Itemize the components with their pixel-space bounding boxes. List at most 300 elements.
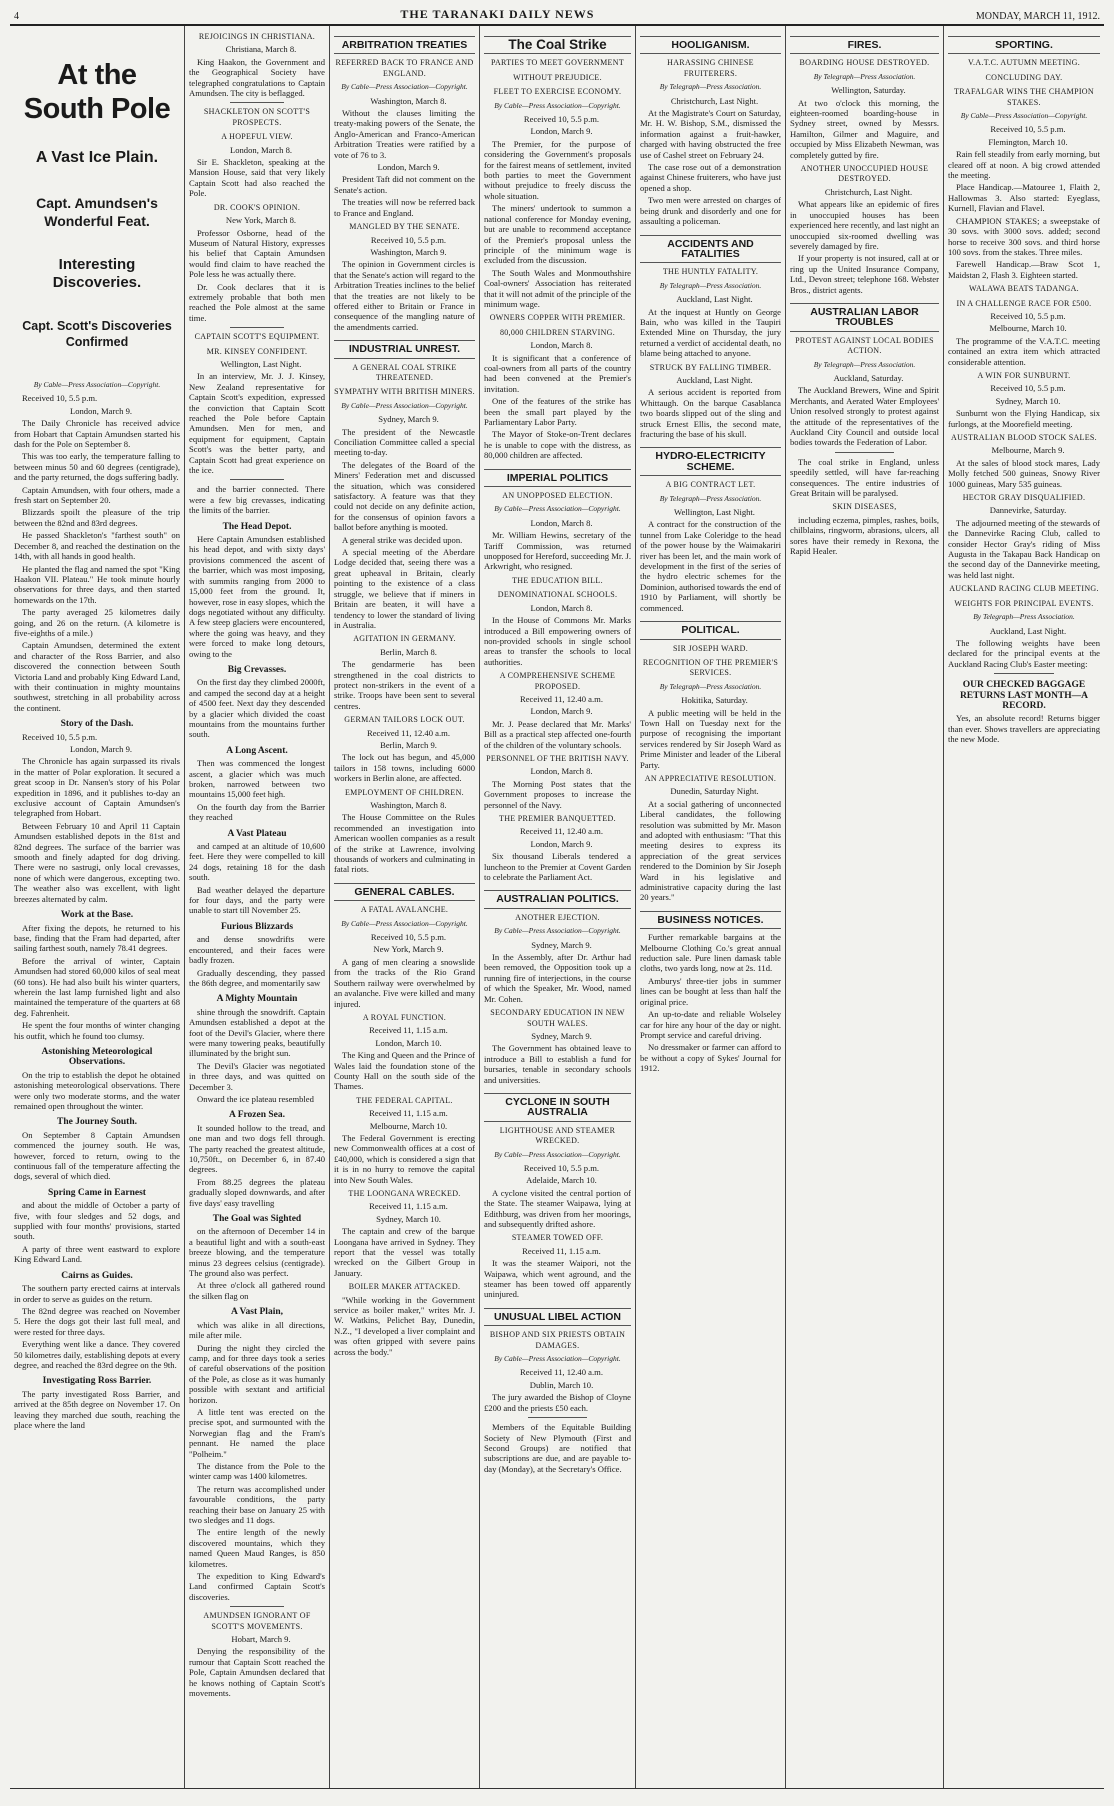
- article-paragraph: At a social gathering of unconnected Liberal candidates, the following resolution was submitted by Mr. Mason and adopted with enthusiasm: "That this meeting desires to express its appreciation of the great services rendered to the Dominion by Sir Joseph Ward in his legislative and administrative capacity during the last 20 years.": [640, 798, 781, 903]
- divider: [994, 673, 1055, 674]
- article-paragraph: A cyclone visited the central portion of the State. The steamer Waipawa, lying at Edithburg, was driven from her moorings, and subsequently drifted ashore.: [484, 1187, 631, 1229]
- article-subheading: 80,000 CHILDREN STARVING.: [499, 327, 616, 337]
- article-paragraph: Mr. J. Pease declared that Mr. Marks' Bill as a practical step affected one-fourth of the children of the voluntary schools.: [484, 718, 631, 750]
- article-subheading: HARASSING CHINESE FRUITERERS.: [667, 58, 754, 78]
- article-paragraph: which was alike in all directions, mile after mile.: [189, 1319, 325, 1341]
- article-heading: DR. COOK'S OPINION.: [213, 202, 301, 212]
- article-subheading: PROTEST AGAINST LOCAL BODIES ACTION.: [795, 335, 934, 356]
- subheading: The Goal was Sighted: [212, 1214, 302, 1225]
- article-paragraph: The Devil's Glacier was negotiated in three days, and was quitted on December 3.: [189, 1060, 325, 1092]
- byline: By Cable—Press Association—Copyright.: [494, 1354, 621, 1364]
- subheading: Investigating Ross Barrier.: [42, 1376, 152, 1387]
- article-paragraph: Sir E. Shackleton, speaking at the Mansion House, said that very likely Captain Scott had also reached the Pole.: [189, 157, 325, 199]
- article-paragraph: On September 8 Captain Amundsen commenced the journey south. He was, however, forced to return, owing to the continuous fall of the temperature affecting the dogs, several of which died.: [14, 1129, 180, 1182]
- article-subheading: SIR JOSEPH WARD.: [672, 643, 749, 653]
- notice-paragraph: If your property is not insured, call at or ring up the United Insurance Company, Ltd., Devon street; telephone 168. Webster Bros., district agents.: [790, 253, 939, 295]
- byline: By Cable—Press Association—Copyright.: [33, 380, 161, 389]
- dateline: Dannevirke, Saturday.: [989, 505, 1067, 516]
- section-heading: UNUSUAL LIBEL ACTION: [484, 1308, 631, 1326]
- byline: By Cable—Press Association—Copyright.: [494, 504, 621, 514]
- notice-paragraph: including eczema, pimples, rashes, boils, chilblains, ringworm, abrasions, ulcers, all sores have their remedy in Rexona, the Rapid Healer.: [790, 514, 939, 557]
- byline: By Telegraph—Press Association.: [659, 681, 762, 691]
- article-paragraph: Bad weather delayed the departure for four days, and the party were unable to start till November 25.: [189, 884, 325, 916]
- notice-paragraph: Members of the Equitable Building Society of New Plymouth (First and Second Groups) are notified that subscriptions are due, and are payable to-day (Monday), at the Secretary's Office.: [484, 1422, 631, 1474]
- page-number: 4: [14, 11, 19, 22]
- article-subheading: PERSONNEL OF THE BRITISH NAVY.: [486, 753, 629, 763]
- dateline: Berlin, March 9.: [380, 739, 437, 750]
- dateline: Christiana, March 8.: [225, 44, 297, 55]
- section-heading: AUSTRALIAN POLITICS.: [484, 890, 631, 908]
- article-paragraph: It sounded hollow to the tread, and one man and two dogs fell through. The party reached the greatest altitude, 10,750ft., on December 6, in 87.40 degrees.: [189, 1122, 325, 1175]
- dateline: Melbourne, March 10.: [369, 1120, 448, 1131]
- dateline: Melbourne, March 10.: [989, 323, 1067, 334]
- article-subheading: RECOGNITION OF THE PREMIER'S SERVICES.: [642, 657, 779, 678]
- article-subheading: GERMAN TAILORS LOCK OUT.: [344, 715, 465, 725]
- article-subheading: MR. KINSEY CONFIDENT.: [206, 346, 308, 356]
- columns: [10, 26, 1104, 1789]
- dateline: Washington, March 8.: [370, 95, 447, 106]
- notice-paragraph: No dressmaker or farmer can afford to be without a copy of Sykes' Journal for 1912.: [640, 1042, 781, 1074]
- article-paragraph: Gradually descending, they passed the 86th degree, and momentarily saw: [189, 967, 325, 988]
- article-paragraph: From 88.25 degrees the plateau gradually sloped downwards, and after five days' easy travelling: [189, 1176, 325, 1208]
- article-subheading: A GENERAL COAL STRIKE THREATENED.: [352, 362, 457, 382]
- article-subheading: THE HUNTLY FATALITY.: [662, 267, 759, 277]
- article-paragraph: A general strike was decided upon.: [342, 534, 463, 545]
- dateline: Berlin, March 8.: [380, 646, 437, 657]
- article-paragraph: Without the clauses limiting the treaty-making powers of the Senate, the Anglo-American and Franco-American Arbitration Treaties were ratified by a vote of 76 to 3.: [334, 108, 475, 160]
- article-subheading: WEIGHTS FOR PRINCIPAL EVENTS.: [954, 598, 1094, 608]
- article-subheading: DENOMINATIONAL SCHOOLS.: [497, 590, 618, 600]
- article-paragraph: The party investigated Ross Barrier, and arrived at the 85th degree on November 17. On leaving they marched due south, reaching the place where the land: [14, 1388, 180, 1430]
- dateline: Christchurch, Last Night.: [824, 186, 913, 197]
- article-paragraph: The case rose out of a demonstration against Chinese fruiterers, who have just opened a shop.: [640, 162, 781, 193]
- dateline: Received 10, 5.5 p.m.: [990, 124, 1066, 135]
- dateline: Received 11, 12.40 a.m.: [367, 727, 450, 738]
- article-paragraph: Six thousand Liberals tendered a luncheon to the Premier at Covent Garden to celebrate the Parliament Act.: [484, 851, 631, 883]
- dateline: London, March 9.: [530, 706, 593, 717]
- dateline: Christchurch, Last Night.: [670, 95, 759, 106]
- article-paragraph: Two men were arrested on charges of being drunk and disorderly and one for assaulting a policeman.: [640, 195, 781, 227]
- article-paragraph: Then was commenced the longest ascent, a glacier which was much broken, narrowed between two mountains 15,000 feet high.: [189, 758, 325, 800]
- article-paragraph: The return was accomplished under favourable conditions, the party reaching their base on January 25 with two sledges and 11 dogs.: [189, 1483, 325, 1525]
- article-paragraph: The adjourned meeting of the stewards of the Dannevirke Racing Club, called to consider Hector Gray's riding of Miss Augusta in the Takapau Back Handicap on the second day of the Dannevirke meeting, was held last night.: [948, 517, 1100, 580]
- article-paragraph: Farewell Handicap.—Braw Scot 1, Maidstan 2, Flash 3. Eighteen started.: [948, 259, 1100, 280]
- article-subheading: BISHOP AND SIX PRIESTS OBTAIN DAMAGES.: [489, 1330, 626, 1350]
- article-paragraph: He passed Shackleton's "farthest south" on December 8, and reached the destination on the 14th, with all hands in good health.: [14, 530, 180, 562]
- article-subheading: HECTOR GRAY DISQUALIFIED.: [962, 493, 1086, 503]
- article-subheading: BOILER MAKER ATTACKED.: [348, 1282, 461, 1292]
- dateline: London, March 10.: [375, 1037, 442, 1048]
- byline: By Telegraph—Press Association.: [813, 71, 916, 81]
- dateline: Wellington, Saturday.: [831, 85, 906, 96]
- dateline: Received 10, 5.5 p.m.: [990, 310, 1066, 321]
- notice-paragraph: Yes, an absolute record! Returns bigger than ever. Shows travellers are appreciating the new Mode.: [948, 713, 1100, 745]
- dateline: Hobart, March 9.: [231, 1634, 291, 1645]
- article-paragraph: The southern party erected cairns at intervals in order to serve as guides on the return.: [14, 1283, 180, 1304]
- article-paragraph: The gendarmerie has been strengthened in the coal districts to protect non-strikers in the event of a strike. Troops have been sent to several centres.: [334, 659, 475, 711]
- article-subheading: WALAWA BEATS TADANGA.: [969, 284, 1079, 294]
- subheading: Story of the Dash.: [60, 719, 134, 730]
- article-subheading: ANOTHER UNOCCUPIED HOUSE DESTROYED.: [800, 164, 929, 184]
- article-subheading: THE FEDERAL CAPITAL.: [356, 1095, 453, 1105]
- section-heading: POLITICAL.: [640, 621, 781, 639]
- dateline: London, March 8.: [229, 144, 293, 155]
- dateline: Auckland, Last Night.: [676, 294, 753, 305]
- section-heading: SPORTING.: [948, 36, 1100, 54]
- dateline: Sydney, March 10.: [995, 395, 1061, 406]
- headline-deck-1: A Vast Ice Plain.: [35, 149, 159, 166]
- dateline: Hokitika, Saturday.: [681, 695, 748, 706]
- article-subheading: A BIG CONTRACT LET.: [665, 480, 756, 490]
- article-subheading: A WIN FOR SUNBURNT.: [977, 370, 1071, 380]
- headline-deck-3: Interesting Discoveries.: [52, 256, 142, 291]
- section-heading: GENERAL CABLES.: [334, 883, 475, 901]
- main-headline: At the South Pole: [23, 59, 171, 125]
- article-paragraph: Blizzards spoilt the pleasure of the trip between the 82nd and 83rd degrees.: [14, 507, 180, 528]
- article-subheading: SECONDARY EDUCATION IN NEW SOUTH WALES.: [490, 1008, 625, 1028]
- newspaper-title: THE TARANAKI DAILY NEWS: [400, 7, 595, 21]
- article-paragraph: Captain Amundsen, determined the extent and character of the Ross Barrier, and also discovered the connection between South Victoria Land and probably King Edward Land, with their continuation in mighty mountains southwest, stretching in all probability across the continent.: [14, 640, 180, 713]
- section-heading: CYCLONE IN SOUTH AUSTRALIA: [484, 1093, 631, 1122]
- dateline: Received 11, 12.40 a.m.: [520, 693, 603, 704]
- dateline: Received 11, 1.15 a.m.: [369, 1201, 448, 1212]
- dateline: London, March 9.: [69, 744, 133, 754]
- article-paragraph: The House Committee on the Rules recommended an investigation into American woollen companies as a result of the strike at Lawrence, involving thousands of workers and culminating in fatal riots.: [334, 812, 475, 875]
- article-paragraph: The Morning Post states that the Government proposes to increase the personnel of the Navy.: [484, 778, 631, 810]
- article-paragraph: The party averaged 25 kilometres daily going, and 26 on the return. (A kilometre is five-eighths of a mile.): [14, 607, 180, 638]
- article-subheading: ANOTHER EJECTION.: [515, 912, 600, 922]
- dateline: Received 10, 5.5 p.m.: [370, 932, 447, 943]
- article-paragraph: The delegates of the Board of the Miners' Federation met and discussed the situation, which was considered satisfactory. A feature was that they could not decide on any definite action, for the consensus of opinion favors a ballot before anything is mooted.: [334, 459, 475, 533]
- subheading: Work at the Base.: [60, 910, 134, 921]
- dateline: Received 10, 5.5 p.m.: [523, 1162, 600, 1173]
- dateline: Auckland, Last Night.: [676, 374, 753, 385]
- article-subheading: IN A CHALLENGE RACE FOR £500.: [956, 298, 1092, 308]
- article-paragraph: The Federal Government is erecting new Commonwealth offices at a cost of £40,000, which is considered a sign that it is in no hurry to remove the capital into New South Wales.: [334, 1132, 475, 1185]
- article-paragraph: A gang of men clearing a snowslide from the tracks of the Rio Grand Southern railway were overwhelmed by an avalanche. Five were killed and many injured.: [334, 956, 475, 1009]
- article-paragraph: and dense snowdrifts were encountered, and their faces were badly frozen.: [189, 934, 325, 966]
- article-paragraph: on the afternoon of December 14 in a beautiful light and with a south-east breeze blowing, and the temperature minus 23 degrees celsius (centigrade). The ground also was perfect.: [189, 1226, 325, 1279]
- subheading: Furious Blizzards: [220, 921, 294, 932]
- article-paragraph: The jury awarded the Bishop of Cloyne £200 and the priests £50 each.: [484, 1392, 631, 1413]
- article-paragraph: This was too early, the temperature falling to between minus 50 and 60 degrees (centigrade), and the party returned, the dogs suffering badly.: [14, 451, 180, 483]
- article-subheading: A ROYAL FUNCTION.: [362, 1012, 447, 1022]
- article-paragraph: During the night they circled the camp, and for three days took a series of careful observations of the position of the Pole, as close as it was humanly possible with sextant and artificial horizon.: [189, 1342, 325, 1405]
- article-subheading: MANGLED BY THE SENATE.: [349, 222, 460, 232]
- article-paragraph: At the sales of blood stock mares, Lady Molly fetched 500 guineas, Snowy River 1000 guineas, Mary 535 guineas.: [948, 457, 1100, 489]
- article-paragraph: He planted the flag and named the spot "King Haakon VII. Plateau." He took minute hourly observations for three days, and then started homewards on the 17th.: [14, 563, 180, 605]
- article-paragraph: He spent the four months of winter changing his outfit, which he found too clumsy.: [14, 1020, 180, 1041]
- article-paragraph: The coal strike in England, unless speedily settled, will have far-reaching consequences. The entire industries of Great Britain will be paralysed.: [790, 456, 939, 499]
- subheading: A Mighty Mountain: [216, 994, 298, 1005]
- article-heading: REJOICINGS IN CHRISTIANA.: [198, 32, 316, 41]
- byline: By Cable—Press Association—Copyright.: [341, 82, 468, 92]
- dateline: Auckland, Saturday.: [833, 372, 904, 383]
- dateline: Received 10, 5.5 p.m.: [370, 234, 447, 245]
- article-paragraph: On the trip to establish the depot he obtained astonishing meteorological observations. There were only two moderate storms, and the water remained open throughout the winter.: [14, 1069, 180, 1111]
- dateline: Sydney, March 9.: [531, 1030, 592, 1041]
- notice-paragraph: Further remarkable bargains at the Melbourne Clothing Co.'s great annual reduction sale. Pure linen damask table cloths, two yards long, now at 2s. 11d.: [640, 932, 781, 974]
- column-7: [944, 26, 1104, 1788]
- dateline: Received 10, 5.5 p.m.: [523, 114, 600, 125]
- article-subheading: V.A.T.C. AUTUMN MEETING.: [967, 58, 1080, 68]
- byline: By Telegraph—Press Association.: [813, 359, 916, 369]
- byline: By Telegraph—Press Association.: [659, 280, 762, 290]
- subheading: A Vast Plain,: [230, 1307, 283, 1318]
- notice-heading: OUR CHECKED BAGGAGE RETURNS LAST MONTH—A RECORD.: [959, 680, 1089, 711]
- dateline: London, March 8.: [530, 766, 593, 777]
- article-paragraph: Professor Osborne, head of the Museum of Natural History, expresses his belief that Captain Amundsen would find claim to have reached the Pole less he was actually there.: [189, 227, 325, 280]
- divider: [230, 1606, 284, 1607]
- section-heading: The Coal Strike: [484, 36, 631, 54]
- article-subheading: AGITATION IN GERMANY.: [353, 634, 456, 644]
- article-subheading: REFERRED BACK TO FRANCE AND ENGLAND.: [335, 58, 474, 78]
- article-paragraph: The Auckland Brewers, Wine and Spirit Merchants, and Aerated Water Employees' Union resolved strongly to protest against the attitude of the representatives of the Auckland City Council and outside local bodies towards the Federation of Labor.: [790, 385, 939, 448]
- headline-deck-2: Capt. Amundsen's Wonderful Feat.: [36, 195, 158, 229]
- article-subheading: STRUCK BY FALLING TIMBER.: [649, 362, 772, 372]
- dateline: Sydney, March 10.: [376, 1213, 441, 1224]
- section-heading: IMPERIAL POLITICS: [484, 469, 631, 487]
- dateline: Wellington, Last Night.: [674, 507, 755, 518]
- article-paragraph: A public meeting will be held in the Town Hall on Tuesday next for the purpose of recognising the important services rendered by Sir Joseph Ward as Prime Minister and leader of the Liberal Party.: [640, 707, 781, 770]
- article-paragraph: Rain fell steadily from early morning, but cleared off at noon. A big crowd attended the meeting.: [948, 149, 1100, 181]
- dateline: London, March 9.: [530, 838, 593, 849]
- newspaper-page: [10, 6, 1104, 1792]
- issue-date: MONDAY, MARCH 11, 1912.: [975, 11, 1100, 22]
- article-paragraph: Place Handicap.—Matouree 1, Flaith 2, Hallowmas 3. Also started: Eyeglass, Kurnell, Flavian and Flavel.: [948, 182, 1100, 214]
- article-subheading: LIGHTHOUSE AND STEAMER WRECKED.: [499, 1125, 616, 1146]
- article-paragraph: It was the steamer Waipori, not the Waipawa, which went aground, and the steamer has been towed off apparently uninjured.: [484, 1258, 631, 1300]
- article-paragraph: At the Magistrate's Court on Saturday, Mr. H. W. Bishop, S.M., dismissed the information against a fruit-hawker, charged with having obstructed the free use of Cashel street on February 24.: [640, 108, 781, 160]
- article-paragraph: The Government has obtained leave to introduce a Bill to establish a fund for bursaries, tenable in secondary schools and universities.: [484, 1043, 631, 1085]
- byline: By Telegraph—Press Association.: [973, 612, 1075, 622]
- column-2: [185, 26, 330, 1788]
- dateline: Received 11, 12.40 a.m.: [520, 826, 603, 837]
- article-paragraph: shine through the snowdrift. Captain Amundsen established a depot at the foot of the Devil's Glacier, where there were many towering peaks, beautifully illuminated by the bright sun.: [189, 1006, 325, 1059]
- subheading: A Frozen Sea.: [228, 1110, 286, 1121]
- dateline: New York, March 8.: [225, 215, 297, 226]
- article-paragraph: In the Assembly, after Dr. Arthur had been removed, the Opposition took up a running fire of interjections, in the course of which the Speaker, Mr. Wood, named Mr. Cohen.: [484, 952, 631, 1004]
- dateline: London, March 9.: [530, 126, 593, 137]
- article-subheading: CONCLUDING DAY.: [985, 72, 1063, 82]
- dateline: New York, March 9.: [373, 944, 444, 955]
- dateline: London, March 9.: [69, 405, 133, 416]
- article-paragraph: The South Wales and Monmouthshire Coal-owners' Association has reiterated that it will not admit of the principle of the minimum wage.: [484, 267, 631, 309]
- article-paragraph: CHAMPION STAKES; a sweepstake of 30 sovs. with 3000 sovs. added; second horse to receive 300 sovs. and third horse 100 sovs. from the stakes. Three miles.: [948, 215, 1100, 257]
- article-paragraph: At three o'clock all gathered round the silken flag on: [189, 1280, 325, 1301]
- article-subheading: AN APPRECIATIVE RESOLUTION.: [644, 773, 777, 783]
- article-paragraph: "While working in the Government service as boiler maker," writes Mr. J. W. Watkins, Pelichet Bay, Dunedin, N.Z., "I developed a liver complaint and was often gripped with severe pains across the body.": [334, 1294, 475, 1357]
- dateline: Received 10, 5.5 p.m.: [990, 383, 1066, 394]
- dateline: Adelaide, March 10.: [526, 1175, 597, 1186]
- article-paragraph: The entire length of the newly discovered mountains, which they named Queen Maud Ranges, is 850 kilometres.: [189, 1527, 325, 1569]
- section-heading: ARBITRATION TREATIES: [334, 36, 475, 54]
- article-paragraph: The president of the Newcastle Conciliation Committee called a special meeting to-day.: [334, 426, 475, 458]
- article-paragraph: The lock out has begun, and 45,000 tailors in 158 towns, including 6000 workers in Berlin alone, are affected.: [334, 752, 475, 784]
- article-subheading: OWNERS COPPER WITH PREMIER.: [489, 313, 626, 323]
- dateline: Received 11, 1.15 a.m.: [369, 1108, 448, 1119]
- dateline: Auckland, Last Night.: [989, 625, 1067, 636]
- article-paragraph: Dr. Cook declares that it is extremely probable that both men reached the Pole almost at the same time.: [189, 281, 325, 323]
- article-paragraph: The 82nd degree was reached on November 5. Here the dogs got their last full meal, and were rested for three days.: [14, 1305, 180, 1337]
- divider: [230, 479, 284, 480]
- article-paragraph: Everything went like a dance. They covered 50 kilometres daily, establishing depots at every degree, and reached the 83rd degree on the 9th.: [14, 1339, 180, 1370]
- article-paragraph: A serious accident is reported from Whittaugh. On the barque Casablanca two boards slipped out of the sling and struck Ernest Ellis, the second mate, fracturing the base of his skull.: [640, 387, 781, 439]
- masthead: [10, 6, 1104, 26]
- byline: By Cable—Press Association—Copyright.: [341, 400, 468, 410]
- divider: [230, 102, 284, 103]
- byline: By Cable—Press Association—Copyright.: [494, 1149, 621, 1159]
- article-paragraph: In the House of Commons Mr. Marks introduced a Bill empowering owners of non-provided schools in single school areas to transfer the schools to local authorities.: [484, 615, 631, 667]
- subheading: The Journey South.: [57, 1117, 137, 1128]
- article-subheading: A HOPEFUL VIEW.: [221, 132, 293, 142]
- subheading: Cairns as Guides.: [61, 1270, 133, 1281]
- section-heading: INDUSTRIAL UNREST.: [334, 340, 475, 358]
- article-paragraph: Here Captain Amundsen established his head depot, and with sixty days' provisions commenced the ascent of the barrier, which was most imposing, with summits ranging from 2000 to 15,000 feet from the ground. It, however, rose in easy slopes, which the dogs negotiated without any difficulty. A few steep glaciers were encountered, where the going was heavy, and they were forced to make long detours, owing to the: [189, 534, 325, 659]
- headline-deck-4: Capt. Scott's Discoveries Confirmed: [22, 319, 172, 349]
- article-paragraph: and the barrier connected. There were a few big crevasses, indicating the limits of the barrier.: [189, 484, 325, 516]
- article-subheading: TRAFALGAR WINS THE CHAMPION STAKES.: [954, 87, 1094, 107]
- article-paragraph: The opinion in Government circles is that the Senate's action will regard to the Arbitration Treaties inclines to the belief that the treaties are not likely to be offered either to Britain or France in consequence of the mangling nature of the amendments carried.: [334, 259, 475, 332]
- article-subheading: WITHOUT PREJUDICE.: [513, 72, 602, 82]
- article-paragraph: At two o'clock this morning, the eighteen-roomed boarding-house in Sydney street, owned by Messrs. Hamilton, Gilmer and Maguire, and occupied by Miss Elizabeth Newman, was completely gutted by fire.: [790, 97, 939, 160]
- article-paragraph: On the fourth day from the Barrier they reached: [189, 801, 325, 823]
- dateline: Received 10, 5.5 p.m.: [22, 731, 98, 742]
- byline: By Cable—Press Association—Copyright.: [494, 926, 621, 936]
- article-subheading: SYMPATHY WITH BRITISH MINERS.: [334, 387, 475, 397]
- byline: By Telegraph—Press Association.: [659, 82, 762, 92]
- subheading: Astonishing Meteorological Observations.: [41, 1046, 153, 1068]
- article-paragraph: The distance from the Pole to the winter camp was 1400 kilometres.: [189, 1460, 325, 1482]
- article-paragraph: The treaties will now be referred back to France and England.: [334, 197, 475, 218]
- article-paragraph: The expedition to King Edward's Land confirmed Captain Scott's discoveries.: [189, 1571, 325, 1602]
- subheading: A Vast Plateau: [227, 828, 287, 839]
- article-heading: CAPTAIN SCOTT'S EQUIPMENT.: [194, 332, 320, 342]
- byline: By Telegraph—Press Association.: [659, 493, 762, 503]
- section-heading: ACCIDENTS AND FATALITIES: [640, 235, 781, 264]
- byline: By Cable—Press Association—Copyright.: [494, 100, 621, 110]
- article-subheading: EMPLOYMENT OF CHILDREN.: [345, 787, 464, 797]
- dateline: London, March 8.: [530, 517, 593, 528]
- dateline: Received 11, 1.15 a.m.: [522, 1245, 601, 1256]
- column-5: [636, 26, 786, 1788]
- divider: [528, 1417, 587, 1418]
- article-paragraph: Between February 10 and April 11 Captain Amundsen established depots in the 81st and 82nd degrees. The surface of the barrier was smooth and finely adapted for dog driving. There were no sastrugi, only local crevasses, none of which were dangerous, excepting two. The weather also was excellent, with light breezes alternated by calm.: [14, 820, 180, 904]
- article-paragraph: Denying the responsibility of the rumour that Captain Scott reached the Pole, Captain Amundsen declared that he knows nothing of Captain Scott's movements.: [189, 1646, 325, 1699]
- dateline: Sydney, March 9.: [531, 939, 592, 950]
- article-paragraph: Sunburnt won the Flying Handicap, six furlongs, at the Moorefield meeting.: [948, 408, 1100, 429]
- article-paragraph: On the first day they climbed 2000ft, and camped the second day at a height of 4500 feet. Next day they descended by a glacier which divided the coast mountains from the mountains further south.: [189, 677, 325, 740]
- article-paragraph: Before the arrival of winter, Captain Amundsen had stored 60,000 kilos of seal meat (60 tons). He had also built his winter quarters, wherein the last lamp furnished light and also maintained the temperature of the quarters at 68 deg. Fahrenheit.: [14, 955, 180, 1018]
- article-paragraph: At the inquest at Huntly on George Bain, who was killed in the Taupiri Extended Mine on Thursday, the jury returned a verdict of accidental death, no blame being attached to anyone.: [640, 306, 781, 359]
- article-paragraph: President Taft did not comment on the Senate's action.: [334, 174, 475, 195]
- article-heading: AMUNDSEN IGNORANT OF SCOTT'S MOVEMENTS.: [203, 1611, 311, 1631]
- article-paragraph: One of the features of the strike has been the small part played by the Parliamentary Labor Party.: [484, 396, 631, 427]
- article-paragraph: The Chronicle has again surpassed its rivals in the matter of Polar exploration. It secured a great scoop in Dr. Nansen's story of his Polar expedition in 1896, and it publishes to-day an exclusive account of Captain Amundsen's telegraphed from Hobart.: [14, 756, 180, 819]
- dateline: Received 11, 12.40 a.m.: [520, 1367, 603, 1378]
- article-paragraph: The following weights have been declared for the principal events at the Auckland Racing Club's Easter meeting:: [948, 637, 1100, 669]
- dateline: Dublin, March 10.: [529, 1379, 594, 1390]
- article-subheading: BOARDING HOUSE DESTROYED.: [799, 58, 930, 68]
- dateline: Dunedin, Saturday Night.: [670, 786, 759, 797]
- article-paragraph: Onward the ice plateau resembled: [197, 1093, 314, 1104]
- article-paragraph: The miners' undertook to summon a national conference for Monday evening, but are unable to recommend acceptance of the Premier's proposal unless the principle of the minimum wage is excluded from the discussion.: [484, 203, 631, 266]
- article-subheading: AUSTRALIAN BLOOD STOCK SALES.: [951, 433, 1097, 442]
- article-paragraph: and camped at an altitude of 10,600 feet. Here they were compelled to kill 24 dogs, retaining 18 for the dash south.: [189, 841, 325, 883]
- section-heading: HYDRO-ELECTRICITY SCHEME.: [640, 447, 781, 476]
- article-paragraph: Captain Amundsen, with four others, made a fresh start on September 20.: [14, 484, 180, 506]
- dateline: London, March 8.: [530, 340, 593, 351]
- article-subheading: AUCKLAND RACING CLUB MEETING.: [949, 584, 1099, 594]
- column-6: [786, 26, 944, 1788]
- article-paragraph: The King and Queen and the Prince of Wales laid the foundation stone of the County Hall on the south side of the Thames.: [334, 1050, 475, 1092]
- dateline: London, March 9.: [377, 162, 440, 173]
- article-paragraph: Mr. William Hewins, secretary of the Tariff Commission, was returned unopposed for Hereford, succeeding Mr. J. Arkwright, who resigned.: [484, 530, 632, 572]
- notice-paragraph: An up-to-date and reliable Wolseley car for hire any hour of the day or night. Prompt service and careful driving.: [640, 1009, 781, 1040]
- dateline: Sydney, March 9.: [378, 414, 439, 425]
- article-subheading: SKIN DISEASES,: [832, 502, 897, 512]
- column-4: [480, 26, 636, 1788]
- article-paragraph: The Premier, for the purpose of considering the Government's proposals for the fairest means of settlement, invited both parties to meet the Government without prejudice to freely discuss the whole situation.: [484, 138, 631, 201]
- dateline: Received 10, 5.5 p.m.: [22, 393, 98, 404]
- article-paragraph: A little tent was erected on the precise spot, and surmounted with the Norwegian flag and the Fram's pennant. He named the place "Polheim.": [189, 1406, 325, 1459]
- article-subheading: A FATAL AVALANCHE.: [360, 905, 449, 915]
- article-paragraph: and about the middle of October a party of five, with four sledges and 52 dogs, and supplied with four months' provisions, started south.: [14, 1200, 180, 1242]
- article-paragraph: A special meeting of the Aberdare Lodge decided that, seeing there was a great upheaval in Britain, clearly pointing to the existence of a class struggle, we believe that if miners in Britain are beaten, it will have a tendency to lower the standard of living in Australia.: [334, 547, 475, 630]
- article-paragraph: The Daily Chronicle has received advice from Hobart that Captain Amundsen started his dash for the Pole on September 8.: [14, 418, 180, 450]
- article-paragraph: The programme of the V.A.T.C. meeting contained an extra item which attracted considerable attention.: [948, 335, 1100, 367]
- article-subheading: THE PREMIER BANQUETTED.: [499, 814, 616, 823]
- article-paragraph: The Mayor of Stoke-on-Trent declares he is unable to cope with the distress, as 80,000 children are affected.: [484, 429, 631, 461]
- article-paragraph: It is significant that a conference of coal-owners from all parts of the country had been convened at the Premier's invitation.: [484, 352, 631, 394]
- subheading: Big Crevasses.: [227, 664, 287, 675]
- article-paragraph: What appears like an epidemic of fires in unoccupied houses has been experienced here recently, and last night an unoccupied six-roomed dwelling was severely damaged by fire.: [790, 199, 939, 251]
- byline: By Cable—Press Association—Copyright.: [341, 918, 468, 928]
- subheading: Spring Came in Earnest: [48, 1187, 146, 1198]
- article-subheading: AN UNOPPOSED ELECTION.: [502, 491, 613, 501]
- dateline: Melbourne, March 9.: [991, 445, 1065, 456]
- article-paragraph: The captain and crew of the barque Loongana have arrived in Sydney. They report that the vessel was totally wrecked on the Gilbert Group in January.: [334, 1226, 475, 1278]
- dateline: Washington, March 8.: [370, 800, 447, 810]
- article-paragraph: A party of three went eastward to explore King Edward Land.: [14, 1243, 180, 1265]
- dateline: Received 11, 1.15 a.m.: [369, 1025, 448, 1036]
- divider: [835, 452, 895, 453]
- article-subheading: PARTIES TO MEET GOVERNMENT: [490, 58, 625, 68]
- article-subheading: A COMPREHENSIVE SCHEME PROPOSED.: [499, 671, 616, 691]
- section-heading: AUSTRALIAN LABOR TROUBLES: [790, 303, 939, 332]
- section-heading: FIRES.: [790, 36, 939, 54]
- dateline: Washington, March 9.: [370, 246, 447, 257]
- article-paragraph: King Haakon, the Government and the Geographical Society have telegraphed congratulations to Captain Amundsen. The city is beflagged.: [189, 56, 325, 99]
- column-3: [330, 26, 480, 1788]
- article-subheading: THE EDUCATION BILL.: [512, 575, 603, 585]
- notice-paragraph: Amburys' three-tier jobs in summer lines can be bought at less than half the original price.: [640, 975, 781, 1007]
- subheading: A Long Ascent.: [226, 745, 288, 756]
- article-subheading: STEAMER TOWED OFF.: [511, 1233, 604, 1243]
- section-heading: HOOLIGANISM.: [640, 36, 781, 54]
- article-heading: SHACKLETON ON SCOTT'S PROSPECTS.: [203, 107, 311, 127]
- dateline: London, March 8.: [530, 602, 593, 613]
- byline: By Cable—Press Association—Copyright.: [960, 111, 1088, 121]
- divider: [230, 327, 284, 328]
- article-subheading: THE LOONGANA WRECKED.: [348, 1189, 461, 1198]
- dateline: Wellington, Last Night.: [220, 358, 302, 369]
- column-1: [10, 26, 185, 1788]
- section-heading: BUSINESS NOTICES.: [640, 911, 781, 929]
- article-paragraph: In an interview, Mr. J. J. Kinsey, New Zealand representative for Captain Scott's expedition, expressed the conviction that Captain Scott reached the Pole before Captain Amundsen. Men for men, and equipment for equipment, Captain Scott's was the better party, and Captain Scott had great experience on the ice.: [189, 371, 325, 476]
- subheading: The Head Depot.: [222, 521, 292, 532]
- article-paragraph: After fixing the depots, he returned to his base, finding that the Fram had departed, after sailing farthest south, namely 78.41 degrees.: [14, 922, 180, 954]
